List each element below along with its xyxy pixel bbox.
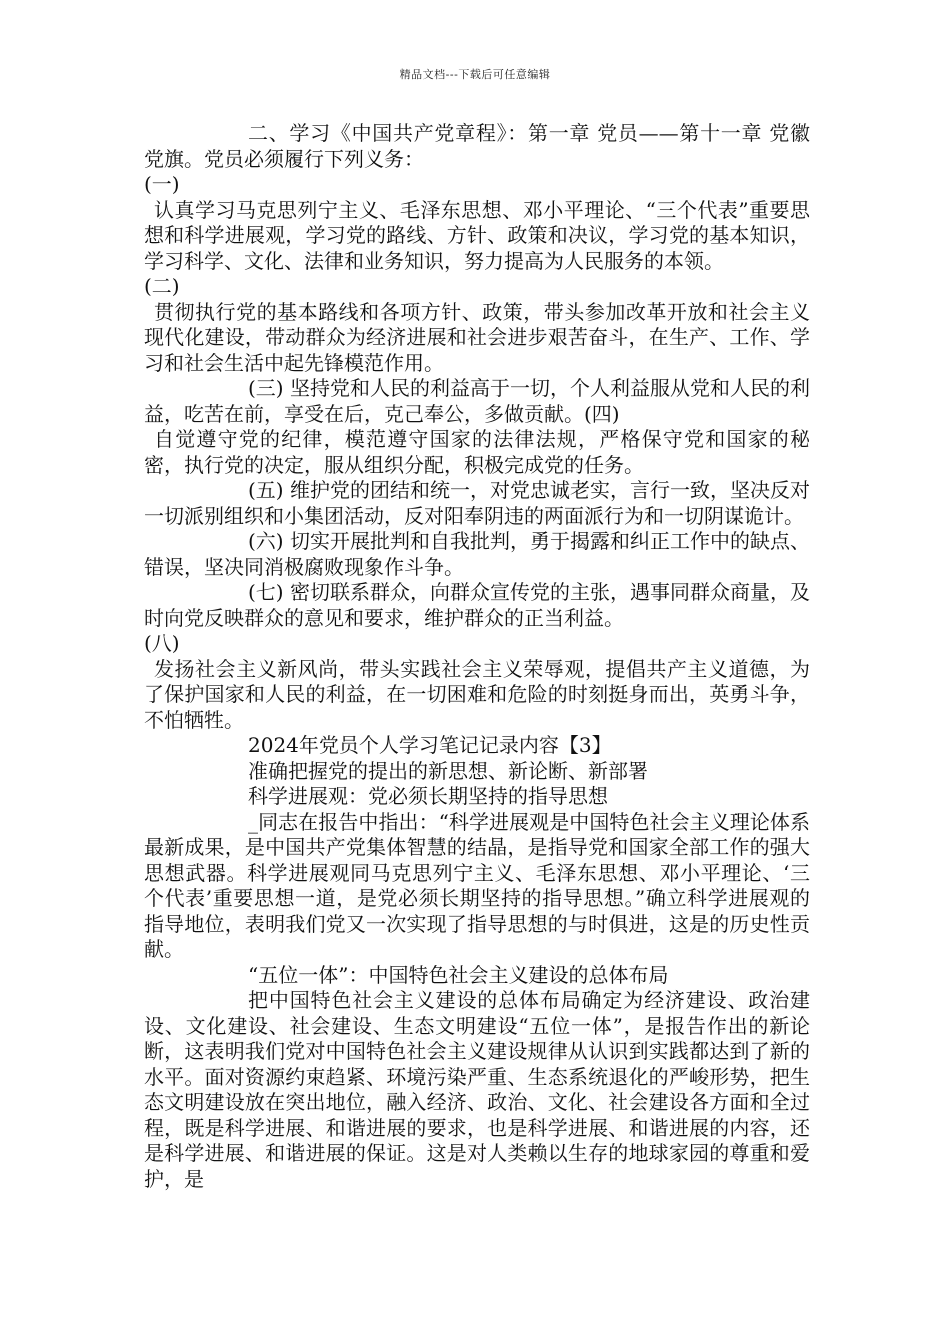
duty-text-8: 发扬社会主义新风尚，带头实践社会主义荣辱观，提倡共产主义道德，为了保护国家和人民的利益，在一切困难和危险的时刻挺身而出，英勇斗争，不怕牺牲。 [144, 656, 810, 732]
duty-text-2: 贯彻执行党的基本路线和各项方针、政策，带头参加改革开放和社会主义现代化建设，带动群众为经济进展和社会进步艰苦奋斗，在生产、工作、学习和社会生活中起先锋模范作用。 [144, 299, 810, 375]
paragraph-scientific-development: _同志在报告中指出：“科学进展观是中国特色社会主义理论体系最新成果，是中国共产党集体智慧的结晶，是指导党和国家全部工作的强大思想武器。科学进展观同马克思列宁主义、毛泽东思想、邓小平理论、‘三个代表’重要思想一道，是党必须长期坚持的指导思想。”确立科学进展观的指导地位，表明我们党又一次实现了指导思想的与时俱进，这是的历史性贡献。 [144, 809, 810, 961]
duty-text-4: 自觉遵守党的纪律，模范遵守国家的法律法规，严格保守党和国家的秘密，执行党的决定，服从组织分配，积极完成党的任务。 [144, 427, 810, 477]
duty-text-3: (三) 坚持党和人民的利益高于一切，个人利益服从党和人民的利益，吃苦在前，享受在后，克己奉公，多做贡献。(四) [144, 376, 810, 426]
duty-label-1: (一) [144, 172, 180, 196]
subheading-new-ideas: 准确把握党的提出的新思想、新论断、新部署 [248, 758, 648, 783]
duty-text-1: 认真学习马克思列宁主义、毛泽东思想、邓小平理论、“三个代表”重要思想和科学进展观，学习党的路线、方针、政策和决议，学习党的基本知识，学习科学、文化、法律和业务知识，努力提高为人民服务的本领。 [144, 197, 810, 273]
section-heading: 2024年党员个人学习笔记记录内容【3】 [248, 733, 612, 757]
duty-text-5: (五) 维护党的团结和统一，对党忠诚老实，言行一致，坚决反对一切派别组织和小集团活动，反对阳奉阴违的两面派行为和一切阴谋诡计。 [144, 478, 810, 528]
duty-label-8: (八) [144, 631, 180, 655]
duty-text-6: (六) 切实开展批判和自我批判，勇于揭露和纠正工作中的缺点、错误，坚决同消极腐败现象作斗争。 [144, 529, 810, 579]
duty-text-7: (七) 密切联系群众，向群众宣传党的主张，遇事同群众商量，及时向党反映群众的意见和要求，维护群众的正当利益。 [144, 580, 810, 630]
document-body [144, 121, 810, 1192]
paragraph-five-in-one: 把中国特色社会主义建设的总体布局确定为经济建设、政治建设、文化建设、社会建设、生态文明建设“五位一体”，是报告作出的新论断，这表明我们党对中国特色社会主义建设规律从认识到实践都达到了新的水平。面对资源约束趋紧、环境污染严重、生态系统退化的严峻形势，把生态文明建设放在突出地位，融入经济、政治、文化、社会建设各方面和全过程，既是科学进展、和谐进展的要求，也是科学进展、和谐进展的内容，还是科学进展、和谐进展的保证。这是对人类赖以生存的地球家园的尊重和爱护，是 [144, 988, 810, 1191]
paragraph-intro: 二、学习《中国共产党章程》：第一章 党员——第十一章 党徽党旗。党员必须履行下列义务： [144, 121, 810, 171]
subheading-scientific-development: 科学进展观：党必须长期坚持的指导思想 [248, 784, 608, 808]
duty-label-2: (二) [144, 274, 180, 298]
page-header-note: 精品文档---下载后可任意编辑 [399, 68, 551, 81]
subheading-five-in-one: “五位一体”：中国特色社会主义建设的总体布局 [248, 962, 669, 987]
